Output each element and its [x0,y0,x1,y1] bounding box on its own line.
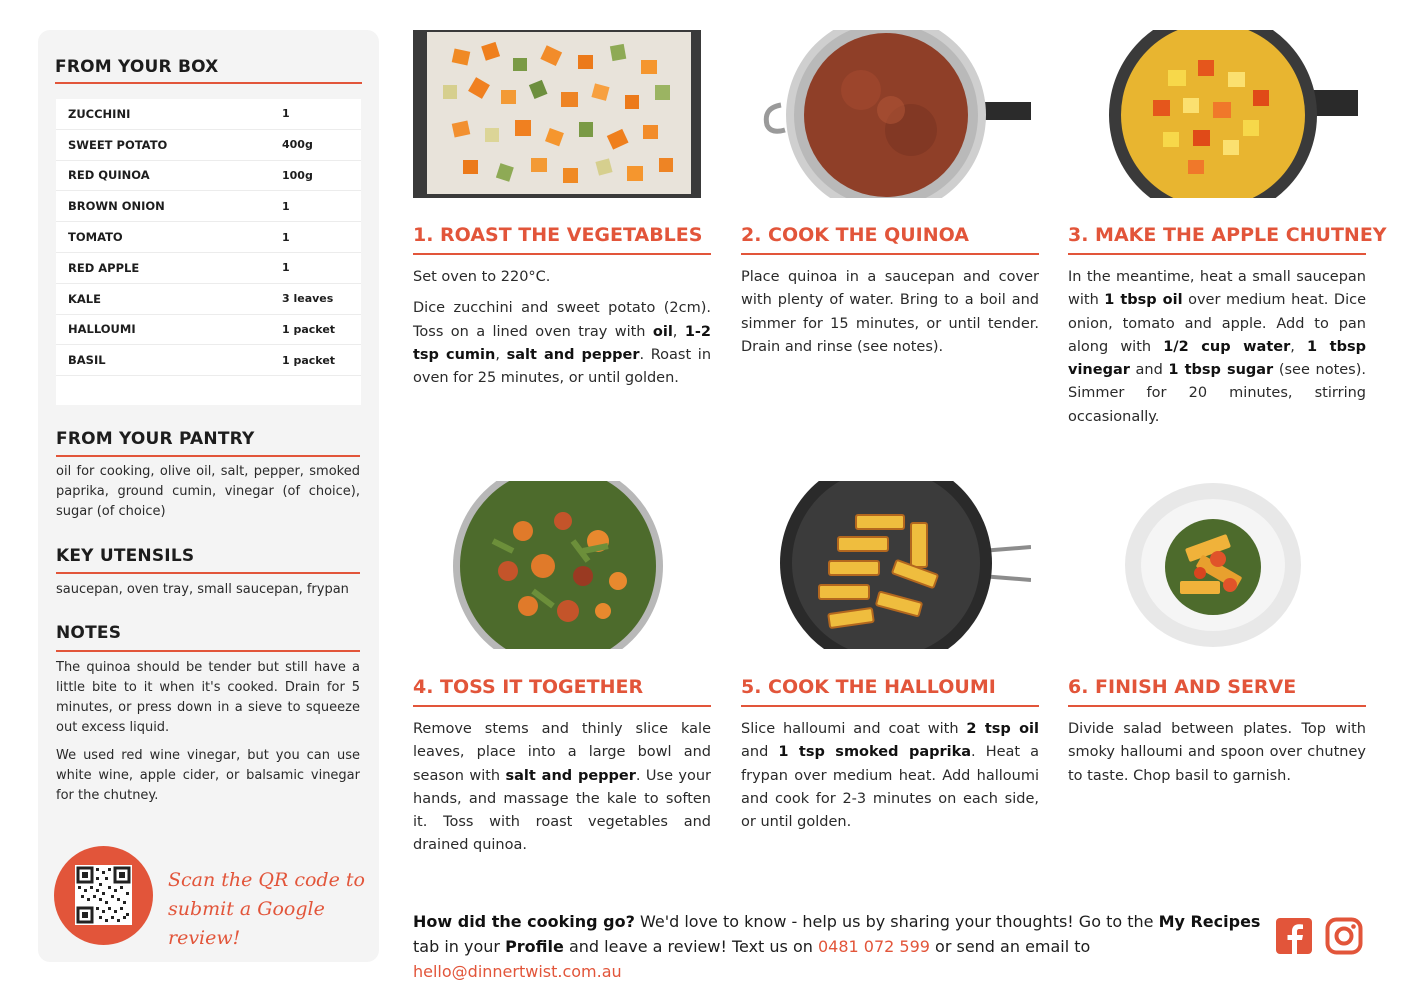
step-6-body [1068,718,1366,796]
email-link[interactable]: hello@dinnertwist.com.au [413,962,622,981]
utensils-text: saucepan, oven tray, small saucepan, frypan [56,582,349,597]
step-1-paragraph-2: Dice zucchini and sweet potato (2cm). Toss on a lined oven tray with oil, 1-2 tsp cumin, salt and pepper. Roast in oven for 25 minutes, or until golden. [413,300,712,387]
step-2-rule [741,253,1039,255]
qr-prompt-line-1: Scan the QR code to [168,869,365,891]
step-1-body [413,266,711,398]
roast-vegetables-photo [413,30,701,198]
review-footer: How did the cooking go? We'd love to know - help us by sharing your thoughts! Go to the My Recipes tab in your Profile and leave a review! Text us on 0481 072 599 or send an email to hello@dinnertwist.com.au [413,912,1261,981]
table-row: BROWN ONION 1 [56,191,361,222]
profile-label: Profile [505,937,564,956]
qr-prompt-line-2: submit a Google review! [168,898,325,949]
step-3-body [1068,266,1366,437]
step-6-paragraph-1: Divide salad between plates. Top with smoky halloumi and spoon over chutney to taste. Chop basil to garnish. [1068,721,1366,784]
key-utensils-title: KEY UTENSILS [56,546,195,566]
table-row: RED QUINOA 100g [56,161,361,192]
step-3-paragraph-1: In the meantime, heat a small saucepan with 1 tbsp oil over medium heat. Dice onion, tomato and apple. Add to pan along with 1/2 cup water, 1 tbsp vinegar and 1 tbsp sugar (see notes). Simmer for 20 minutes, stirring occasionally. [1068,269,1366,425]
step-6-rule [1068,705,1366,707]
cook-quinoa-photo [741,30,1031,198]
my-recipes-label: My Recipes [1158,912,1261,931]
footer-question: How did the cooking go? [413,912,635,931]
phone-link[interactable]: 0481 072 599 [817,937,930,956]
step-2-body [741,266,1039,367]
notes-paragraph-1: The quinoa should be tender but still have a little bite to it when it's cooked. Drain for 5 minutes, or press down in a sieve to squeeze out excess liquid. [56,660,360,735]
notes-title: NOTES [56,623,122,643]
step-3-title: 3. MAKE THE APPLE CHUTNEY [1068,224,1387,246]
box-title-rule [55,82,362,84]
from-your-pantry-title: FROM YOUR PANTRY [56,429,255,449]
step-3-rule [1068,253,1366,255]
table-row: HALLOUMI 1 packet [56,315,361,346]
step-2-paragraph-1: Place quinoa in a saucepan and cover with plenty of water. Bring to a boil and simmer for 15 minutes, or until tender. Drain and rinse (see notes). [741,269,1039,355]
table-row: SWEET POTATO 400g [56,130,361,161]
facebook-icon[interactable] [1275,917,1313,955]
step-5-rule [741,705,1039,707]
qr-badge [54,846,153,945]
table-row: ZUCCHINI 1 [56,99,361,130]
qr-code-icon[interactable] [75,865,132,925]
table-row: RED APPLE 1 [56,253,361,284]
step-5-body [741,718,1039,842]
ingredients-table [56,99,361,405]
step-4-body [413,718,711,866]
toss-together-photo [413,481,703,649]
notes-title-rule [56,650,360,652]
ingredients-sidebar [38,30,379,962]
finish-serve-photo [1068,481,1358,649]
cook-halloumi-photo [741,481,1031,649]
pantry-title-rule [56,455,360,457]
table-row: TOMATO 1 [56,222,361,253]
step-5-paragraph-1: Slice halloumi and coat with 2 tsp oil and 1 tsp smoked paprika. Heat a frypan over medium heat. Add halloumi and cook for 2-3 minutes on each side, or until golden. [741,721,1040,831]
step-6-title: 6. FINISH AND SERVE [1068,676,1297,698]
table-row: BASIL 1 packet [56,345,361,376]
step-1-rule [413,253,711,255]
apple-chutney-photo [1068,30,1358,198]
utensils-title-rule [56,572,360,574]
step-5-title: 5. COOK THE HALLOUMI [741,676,996,698]
step-4-title: 4. TOSS IT TOGETHER [413,676,644,698]
step-2-title: 2. COOK THE QUINOA [741,224,969,246]
instagram-icon[interactable] [1325,917,1363,955]
step-4-paragraph-1: Remove stems and thinly slice kale leaves, place into a large bowl and season with salt and pepper. Use your hands, and massage the kale to soften it. Toss with roast vegetables and drained quinoa. [413,721,711,854]
step-1-paragraph-1: Set oven to 220°C. [413,269,551,285]
from-your-box-title: FROM YOUR BOX [55,57,219,77]
step-1-title: 1. ROAST THE VEGETABLES [413,224,703,246]
pantry-text: oil for cooking, olive oil, salt, pepper, smoked paprika, ground cumin, vinegar (of choice), sugar (of choice) [56,464,360,519]
step-4-rule [413,705,711,707]
table-row: KALE 3 leaves [56,284,361,315]
notes-paragraph-2: We used red wine vinegar, but you can use white wine, apple cider, or balsamic vinegar for the chutney. [56,748,360,803]
qr-review-prompt [168,866,368,953]
